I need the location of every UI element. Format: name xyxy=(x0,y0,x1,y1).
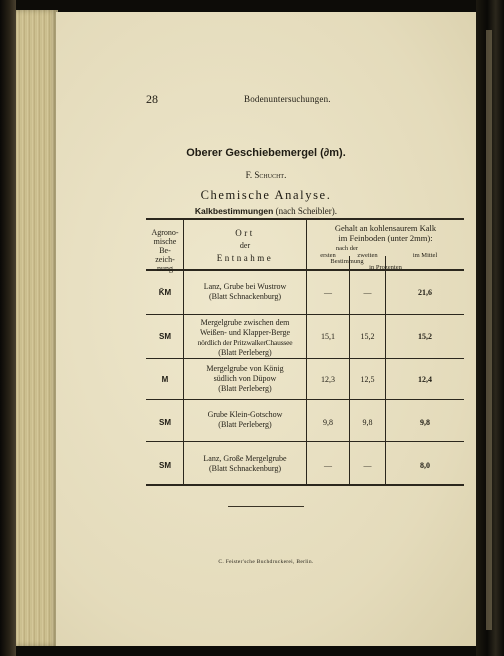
row4-code: SM xyxy=(159,418,171,427)
header-agronomic: Agrono- mische Be- zeich- nung xyxy=(151,228,179,273)
subsection-rest: (nach Scheibler). xyxy=(275,206,338,216)
row2-code: SM xyxy=(159,332,171,341)
row5-code: SM xyxy=(159,461,171,470)
row3-second: 12,5 xyxy=(360,375,375,384)
footer-rule xyxy=(228,506,304,507)
row3-first: 12,3 xyxy=(321,375,335,384)
row1-code: K̄M xyxy=(158,288,172,297)
analysis-table xyxy=(146,218,464,486)
header-ersten: ersten xyxy=(320,252,336,259)
row3-place: Mergelgrube von König südlich von Düpow (Blatt Perleberg) xyxy=(206,364,284,393)
header-zweiten: zweiten xyxy=(357,252,378,259)
page-stack xyxy=(16,10,58,646)
author: F. Schucht. xyxy=(245,170,287,180)
row1-place: Lanz, Grube bei Wustrow (Blatt Schnackenburg) xyxy=(203,282,287,301)
page-title: Oberer Geschiebemergel (∂m). xyxy=(186,147,346,159)
header-ort: Ort xyxy=(235,228,255,238)
row3-code: M xyxy=(161,375,169,384)
row2-place: Mergelgrube zwischen dem Weißen- und Klapper-Berge nördlich der PritzwalkerChaussee (Blatt Perleberg) xyxy=(197,318,293,357)
printer-imprint: C. Feister'sche Buchdruckerei, Berlin. xyxy=(218,559,314,565)
header-im-mittel: im Mittel xyxy=(412,252,438,259)
row4-mean: 9,8 xyxy=(420,418,430,427)
row5-first: — xyxy=(324,461,332,470)
header-entnahme: Entnahme xyxy=(216,253,274,263)
row1-second: — xyxy=(363,288,372,297)
section-heading: Chemische Analyse. xyxy=(200,188,332,202)
subsection-heading xyxy=(56,206,476,216)
row1-mean: 21,6 xyxy=(418,288,432,297)
subsection-bold: Kalkbestimmungen xyxy=(194,206,274,216)
header-bestimmung: Bestimmung xyxy=(330,258,364,265)
header-gehalt: Gehalt an kohlensaurem Kalk im Feinboden (unter 2mm): xyxy=(334,223,437,243)
row4-place: Grube Klein-Gotschow (Blatt Perleberg) xyxy=(207,410,283,429)
book-edge-right xyxy=(476,0,504,656)
row4-first: 9,8 xyxy=(323,418,333,427)
row5-mean: 8,0 xyxy=(420,461,430,470)
row2-first: 15,1 xyxy=(321,332,335,341)
row4-second: 9,8 xyxy=(362,418,373,427)
row5-second: — xyxy=(363,461,372,470)
row1-first: — xyxy=(324,288,332,297)
row5-place: Lanz, Große Mergelgrube (Blatt Schnackenburg) xyxy=(203,454,287,473)
row2-mean: 15,2 xyxy=(418,332,432,341)
running-head: Bodenuntersuchungen. xyxy=(244,94,331,104)
row3-mean: 12,4 xyxy=(418,375,432,384)
page-number: 28 xyxy=(146,92,158,106)
header-prozent: in Prozenten xyxy=(369,264,402,271)
book-edge-left xyxy=(0,0,16,656)
header-nach-der: nach der xyxy=(335,245,359,252)
row2-second: 15,2 xyxy=(360,332,375,341)
header-der: der xyxy=(239,241,251,250)
